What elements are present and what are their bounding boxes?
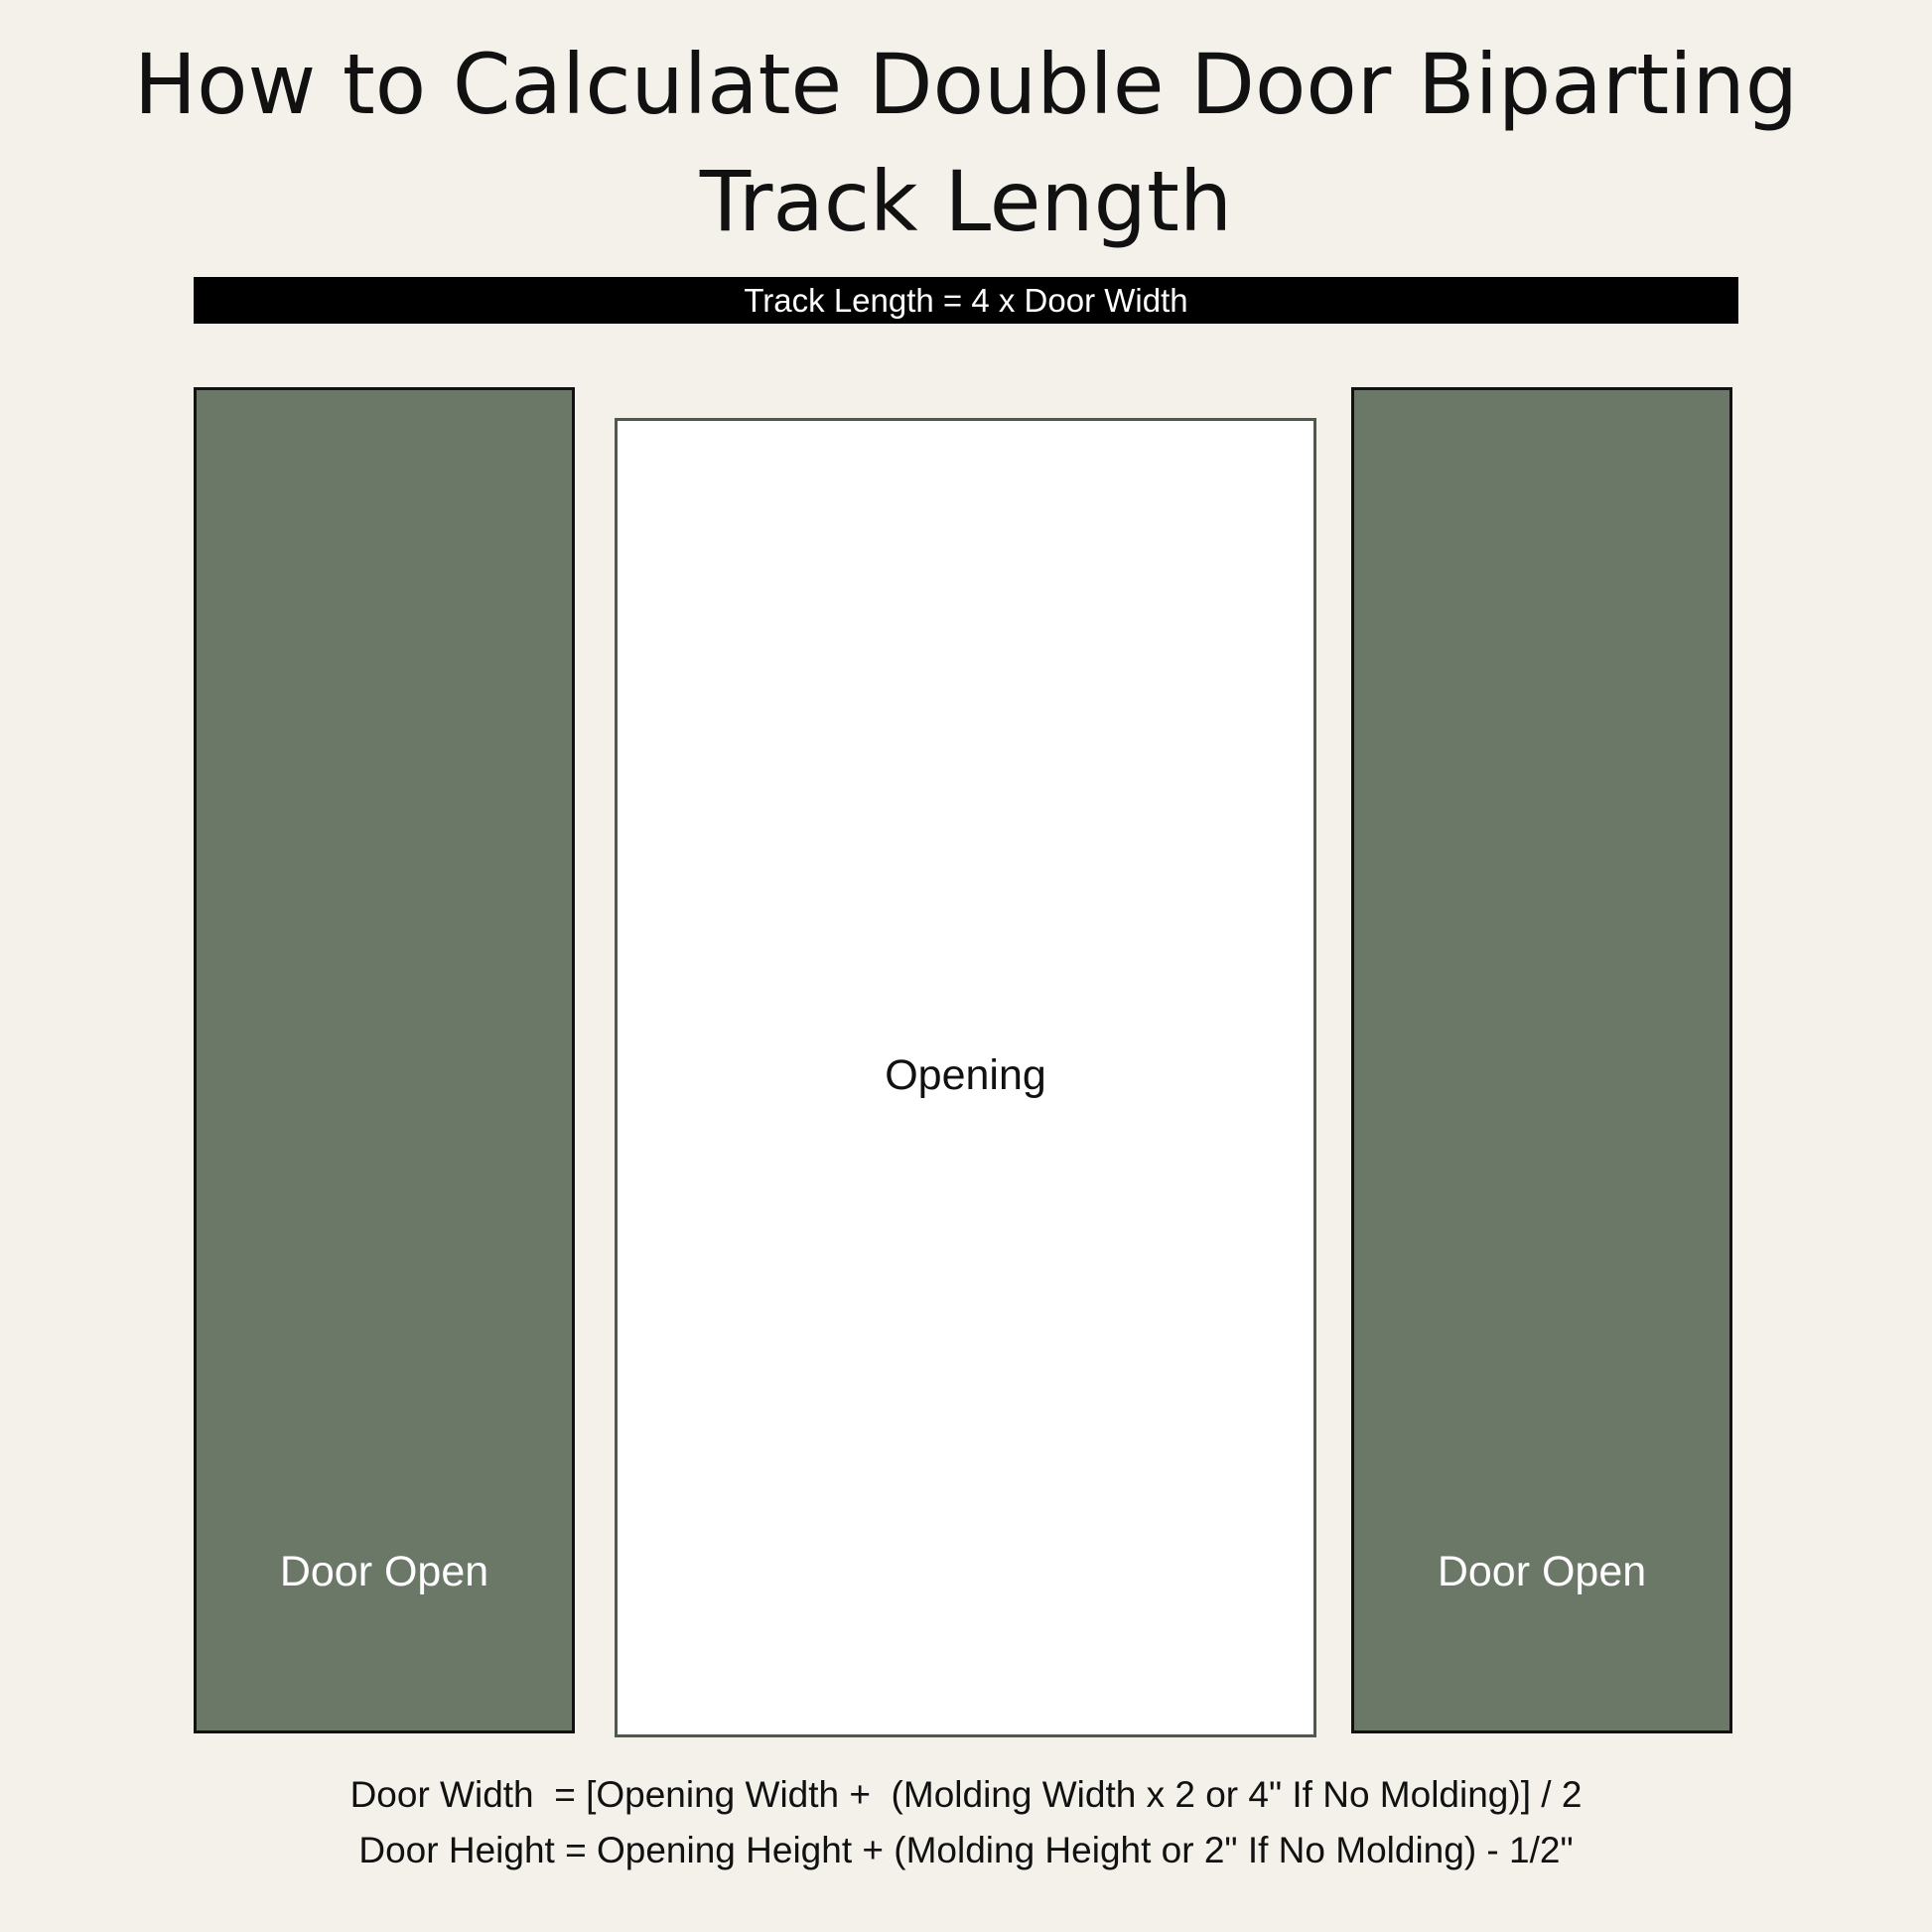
right-door-label: Door Open — [1437, 1548, 1647, 1595]
door-height-formula: Door Height = Opening Height + (Molding Height or 2" If No Molding) - 1/2" — [358, 1830, 1574, 1870]
track-length-label: Track Length = 4 x Door Width — [744, 281, 1188, 319]
page-title: How to Calculate Double Door Biparting Track Length — [133, 36, 1799, 250]
door-width-formula: Door Width = [Opening Width + (Molding Width x 2 or 4" If No Molding)] / 2 — [349, 1774, 1583, 1815]
track-length-bar — [194, 277, 1738, 324]
left-door-panel — [194, 387, 575, 1733]
left-door-label: Door Open — [279, 1548, 489, 1595]
right-door-panel — [1351, 387, 1732, 1733]
door-opening — [615, 418, 1316, 1737]
opening-label: Opening — [885, 1051, 1046, 1099]
